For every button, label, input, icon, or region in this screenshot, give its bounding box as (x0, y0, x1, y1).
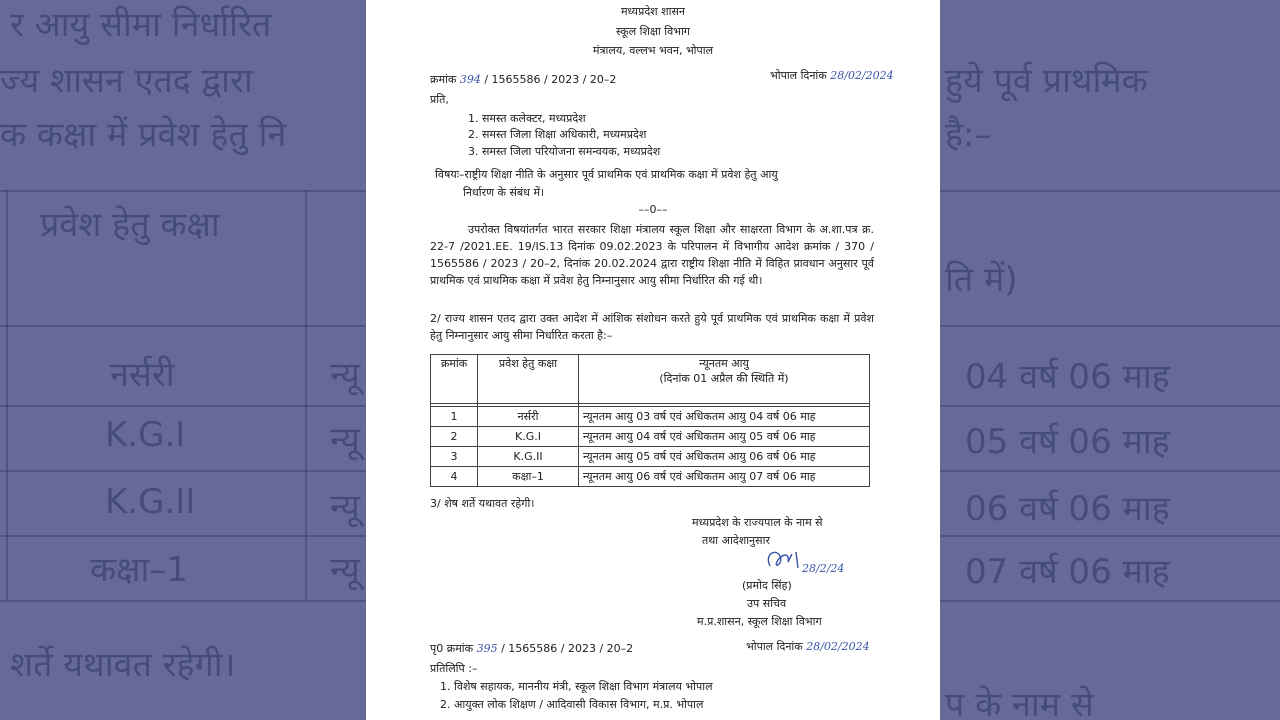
endorsement-number (430, 641, 633, 656)
endorsement-number-handwritten: 395 (476, 642, 498, 655)
paragraph-1: उपरोक्त विषयांतर्गत भारत सरकार शिक्षा मंत्रालय स्कूल शिक्षा और साक्षरता विभाग के अ.शा.पत्र क्र. 22-7 /2021.EE. 19/IS.13 दिनांक 09.02.2023 के परिपालन में विभागीय आदेश क्रमांक / 370 / 1565586 / 2023 / 20–2, दिनांक 20.02.2024 द्वारा राष्ट्रीय शिक्षा नीति में विहित प्रावधान अनुसार पूर्व प्राथमिक एवं प्राथमिक कक्षा में प्रवेश हेतु निम्नानुसार आयु सीमा निर्धारित की गई थी। (430, 223, 874, 287)
bg-text: न्यू (330, 550, 360, 590)
paragraph-3: 3/ शेष शर्ते यथावत रहेगी। (430, 497, 535, 510)
header-class: प्रवेश हेतु कक्षा (478, 355, 579, 404)
bg-text: कक्षा–1 (90, 550, 188, 590)
age-table (430, 354, 870, 487)
header-age (579, 355, 870, 404)
bg-table-line (305, 190, 307, 600)
row-class: K.G.I (478, 427, 579, 447)
table-row (431, 407, 870, 427)
row-age: न्यूनतम आयु 06 वर्ष एवं अधिकतम आयु 07 वर्ष 06 माह (579, 467, 870, 487)
signature-line1: मध्यप्रदेश के राज्यपाल के नाम से (692, 516, 823, 529)
order-prefix: क्रमांक (430, 73, 457, 86)
copy-item: 1. विशेष सहायक, माननीय मंत्री, स्कूल शिक्षा विभाग मंत्रालय भोपाल (440, 680, 713, 693)
bg-text: ति में) (945, 260, 1018, 300)
signature-line2: तथा आदेशानुसार (702, 534, 770, 547)
subject-line: विषयः–राष्ट्रीय शिक्षा नीति के अनुसार पूर्व प्राथमिक एवं प्राथमिक कक्षा में प्रवेश हेतु आयु (435, 168, 778, 181)
header-dept: स्कूल शिक्षा विभाग (616, 25, 690, 38)
table-row (431, 447, 870, 467)
bg-text: क कक्षा में प्रवेश हेतु नि (0, 115, 287, 155)
row-serial: 2 (431, 427, 478, 447)
table-row (431, 427, 870, 447)
to-item: 3. समस्त जिला परियोजना समन्वयक, मध्यप्रदेश (468, 145, 661, 158)
row-serial: 1 (431, 407, 478, 427)
order-suffix: / 1565586 / 2023 / 20–2 (484, 73, 617, 86)
bg-text: 05 वर्ष 06 माह (965, 422, 1170, 462)
copy-label: प्रतिलिपि :– (430, 662, 478, 675)
header-address: मंत्रालय, वल्लभ भवन, भोपाल (592, 44, 714, 57)
order-number (430, 72, 616, 87)
row-class: K.G.II (478, 447, 579, 467)
bg-text: नर्सरी (110, 355, 175, 395)
bg-text: प के नाम से (945, 685, 1094, 720)
row-age: न्यूनतम आयु 05 वर्ष एवं अधिकतम आयु 06 वर्ष 06 माह (579, 447, 870, 467)
divider: ––0–– (638, 203, 668, 216)
signature-date-handwritten: 28/2/24 (802, 562, 845, 575)
header-age-subtitle: (दिनांक 01 अप्रैल की स्थिति में) (659, 372, 789, 385)
signatory-designation: उप सचिव (747, 597, 787, 610)
to-label: प्रति, (430, 93, 449, 106)
endorsement-prefix: पृ0 क्रमांक (430, 642, 474, 655)
endorsement-suffix: / 1565586 / 2023 / 20–2 (501, 642, 634, 655)
bg-text: हुये पूर्व प्राथमिक (945, 61, 1148, 101)
bg-text: न्यू (330, 420, 360, 460)
row-class: कक्षा–1 (478, 467, 579, 487)
endorsement-date-handwritten: 28/02/2024 (806, 640, 870, 653)
row-age: न्यूनतम आयु 04 वर्ष एवं अधिकतम आयु 05 वर्ष 06 माह (579, 427, 870, 447)
order-date (770, 68, 894, 83)
bg-text: है:– (945, 115, 992, 155)
bg-text: 04 वर्ष 06 माह (965, 357, 1170, 397)
table-header-row (431, 355, 870, 404)
table-row (431, 467, 870, 487)
bg-text: 07 वर्ष 06 माह (965, 552, 1170, 592)
to-item: 2. समस्त जिला शिक्षा अधिकारी, मध्यमप्रदेश (468, 128, 647, 141)
bg-text: प्रवेश हेतु कक्षा (40, 205, 220, 245)
bg-text: 06 वर्ष 06 माह (965, 489, 1170, 529)
signatory-name: (प्रमोद सिंह) (742, 579, 792, 592)
subject-line: निर्धारण के संबंध में। (463, 186, 545, 199)
bg-text: न्यू (330, 487, 360, 527)
row-class: नर्सरी (478, 407, 579, 427)
row-serial: 3 (431, 447, 478, 467)
bg-text: न्यू (330, 355, 360, 395)
endorsement-date (746, 639, 870, 654)
to-item: 1. समस्त कलेक्टर, मध्यप्रदेश (468, 112, 586, 125)
header-govt: मध्यप्रदेश शासन (620, 5, 686, 18)
copy-item: 2. आयुक्त लोक शिक्षण / आदिवासी विकास विभाग, म.प्र. भोपाल (440, 698, 704, 711)
paragraph-2: 2/ राज्य शासन एतद द्वारा उक्त आदेश में आंशिक संशोधन करते हुये पूर्व प्राथमिक एवं प्राथमिक कक्षा में प्रवेश हेतु निम्नानुसार आयु सीमा निर्धारित करता है:– (430, 312, 874, 342)
bg-text: र आयु सीमा निर्धारित (10, 5, 272, 45)
bg-text: शर्ते यथावत रहेगी। (10, 645, 236, 685)
bg-text: K.G.II (105, 482, 196, 522)
bg-text: K.G.I (105, 415, 186, 455)
signatory-office: म.प्र.शासन, स्कूल शिक्षा विभाग (697, 615, 822, 628)
row-serial: 4 (431, 467, 478, 487)
document-page (366, 0, 940, 720)
order-place: भोपाल दिनांक (770, 69, 827, 82)
row-age: न्यूनतम आयु 03 वर्ष एवं अधिकतम आयु 04 वर्ष 06 माह (579, 407, 870, 427)
order-date-handwritten: 28/02/2024 (830, 69, 894, 82)
bg-table-line (6, 190, 8, 600)
bg-text: ज्य शासन एतद द्वारा (0, 61, 253, 101)
header-serial: क्रमांक (431, 355, 478, 404)
header-age-title: न्यूनतम आयु (699, 357, 749, 370)
endorsement-place: भोपाल दिनांक (746, 640, 803, 653)
order-number-handwritten: 394 (459, 73, 481, 86)
